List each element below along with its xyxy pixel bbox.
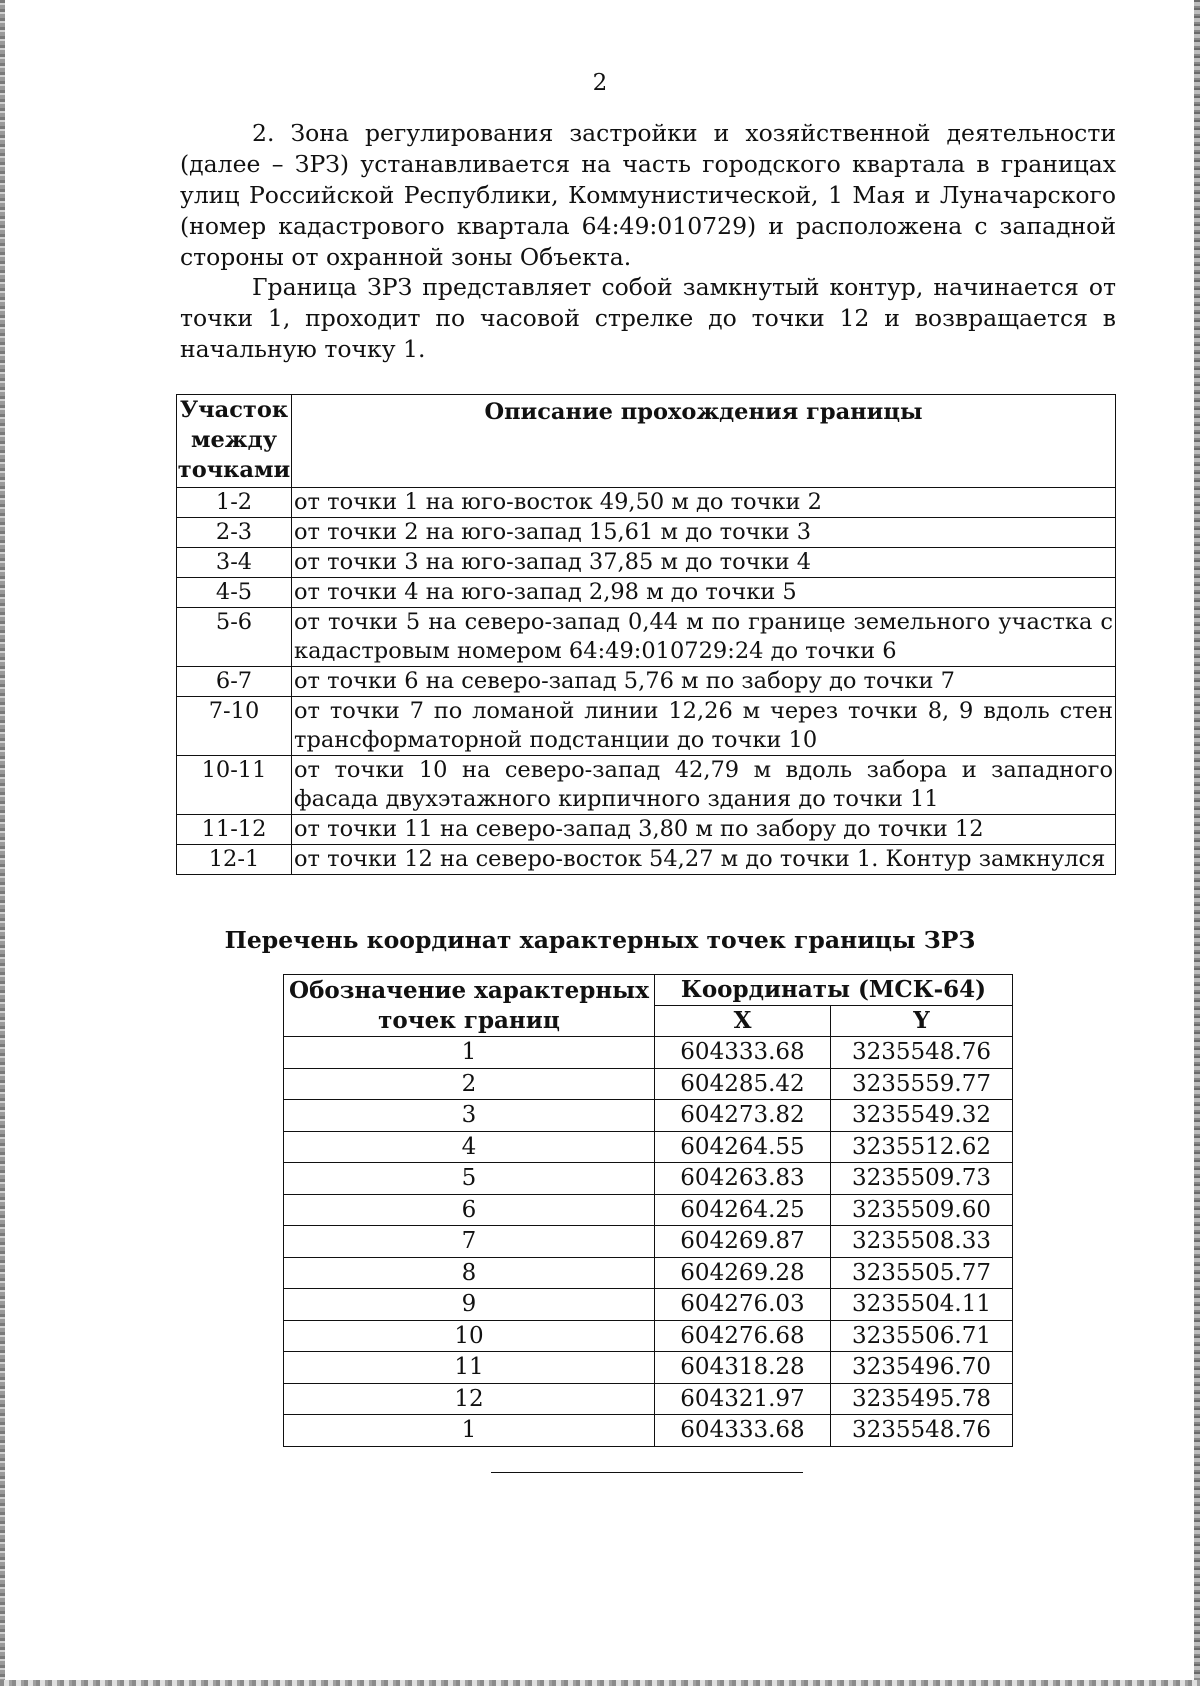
description-cell: от точки 6 на северо-запад 5,76 м по забору до точки 7 — [292, 667, 1116, 697]
x-cell: 604285.42 — [655, 1068, 831, 1100]
table-row — [284, 1100, 1013, 1132]
x-cell: 604269.87 — [655, 1226, 831, 1258]
table-row — [284, 1037, 1013, 1069]
description-cell: от точки 1 на юго-восток 49,50 м до точки 2 — [292, 488, 1116, 518]
table-row — [284, 1226, 1013, 1258]
x-cell: 604333.68 — [655, 1037, 831, 1069]
table-row — [177, 756, 1116, 815]
coordinates-table — [283, 974, 1013, 1447]
header-segment: Участок между точками — [177, 395, 292, 488]
table-row — [177, 518, 1116, 548]
y-cell: 3235548.76 — [831, 1415, 1013, 1447]
x-cell: 604321.97 — [655, 1383, 831, 1415]
table-row — [284, 1352, 1013, 1384]
y-cell: 3235495.78 — [831, 1383, 1013, 1415]
y-cell: 3235509.73 — [831, 1163, 1013, 1195]
scan-edge-bottom — [0, 1680, 1200, 1686]
description-cell: от точки 10 на северо-запад 42,79 м вдоль забора и западного фасада двухэтажного кирпичного здания до точки 11 — [292, 756, 1116, 815]
scan-edge-left — [0, 0, 5, 1686]
segment-cell: 2-3 — [177, 518, 292, 548]
table-row — [284, 1163, 1013, 1195]
segment-cell: 12-1 — [177, 845, 292, 875]
scan-edge-right — [1194, 0, 1200, 1686]
table-row — [177, 608, 1116, 667]
paragraph-text: Граница ЗРЗ представляет собой замкнутый контур, начинается от точки 1, проходит по часовой стрелке до точки 12 и возвращается в начальную точку 1. — [180, 273, 1116, 363]
table-row — [177, 548, 1116, 578]
point-cell: 4 — [284, 1131, 655, 1163]
y-cell: 3235508.33 — [831, 1226, 1013, 1258]
paragraph-text: 2. Зона регулирования застройки и хозяйственной деятельности (далее – ЗРЗ) устанавливается на часть городского квартала в границах улиц Российской Республики, Коммунистической, 1 Мая и Луначарского (номер кадастрового квартала 64:49:010729) и расположена с западной стороны от охранной зоны Объекта. — [180, 119, 1116, 271]
point-cell: 1 — [284, 1037, 655, 1069]
x-cell: 604264.55 — [655, 1131, 831, 1163]
end-divider — [491, 1472, 803, 1473]
header-x: X — [655, 1006, 831, 1037]
point-cell: 2 — [284, 1068, 655, 1100]
description-cell: от точки 3 на юго-запад 37,85 м до точки 4 — [292, 548, 1116, 578]
paragraph-zone-description — [180, 118, 1116, 273]
segment-cell: 10-11 — [177, 756, 292, 815]
x-cell: 604276.68 — [655, 1320, 831, 1352]
boundary-rows — [177, 488, 1116, 875]
description-cell: от точки 12 на северо-восток 54,27 м до точки 1. Контур замкнулся — [292, 845, 1116, 875]
table-row — [284, 1415, 1013, 1447]
table-row — [284, 1320, 1013, 1352]
x-cell: 604276.03 — [655, 1289, 831, 1321]
table-row — [177, 697, 1116, 756]
table-row — [284, 1068, 1013, 1100]
x-cell: 604264.25 — [655, 1194, 831, 1226]
coordinates-title: Перечень координат характерных точек границы ЗРЗ — [224, 926, 976, 954]
coordinates-rows — [284, 1037, 1013, 1447]
point-cell: 10 — [284, 1320, 655, 1352]
table-header-row — [284, 975, 1013, 1006]
point-cell: 1 — [284, 1415, 655, 1447]
paragraph-boundary-contour — [180, 272, 1116, 365]
table-row — [177, 578, 1116, 608]
segment-cell: 5-6 — [177, 608, 292, 667]
table-row — [177, 488, 1116, 518]
x-cell: 604263.83 — [655, 1163, 831, 1195]
point-cell: 3 — [284, 1100, 655, 1132]
y-cell: 3235549.32 — [831, 1100, 1013, 1132]
table-header-row — [177, 395, 1116, 488]
description-cell: от точки 11 на северо-запад 3,80 м по забору до точки 12 — [292, 815, 1116, 845]
x-cell: 604318.28 — [655, 1352, 831, 1384]
y-cell: 3235509.60 — [831, 1194, 1013, 1226]
segment-cell: 6-7 — [177, 667, 292, 697]
header-y: Y — [831, 1006, 1013, 1037]
description-cell: от точки 2 на юго-запад 15,61 м до точки 3 — [292, 518, 1116, 548]
table-row — [284, 1131, 1013, 1163]
segment-cell: 7-10 — [177, 697, 292, 756]
table-row — [177, 667, 1116, 697]
point-cell: 6 — [284, 1194, 655, 1226]
x-cell: 604273.82 — [655, 1100, 831, 1132]
point-cell: 5 — [284, 1163, 655, 1195]
y-cell: 3235504.11 — [831, 1289, 1013, 1321]
y-cell: 3235505.77 — [831, 1257, 1013, 1289]
y-cell: 3235506.71 — [831, 1320, 1013, 1352]
table-row — [284, 1289, 1013, 1321]
page-number: 2 — [592, 70, 608, 96]
segment-cell: 3-4 — [177, 548, 292, 578]
y-cell: 3235512.62 — [831, 1131, 1013, 1163]
description-cell: от точки 5 на северо-запад 0,44 м по границе земельного участка с кадастровым номером 64:49:010729:24 до точки 6 — [292, 608, 1116, 667]
description-cell: от точки 7 по ломаной линии 12,26 м через точки 8, 9 вдоль стен трансформаторной подстанции до точки 10 — [292, 697, 1116, 756]
point-cell: 8 — [284, 1257, 655, 1289]
segment-cell: 1-2 — [177, 488, 292, 518]
table-row — [177, 815, 1116, 845]
y-cell: 3235496.70 — [831, 1352, 1013, 1384]
header-coordinates: Координаты (МСК-64) — [655, 975, 1013, 1006]
point-cell: 12 — [284, 1383, 655, 1415]
point-cell: 11 — [284, 1352, 655, 1384]
description-cell: от точки 4 на юго-запад 2,98 м до точки 5 — [292, 578, 1116, 608]
header-description: Описание прохождения границы — [292, 395, 1116, 488]
x-cell: 604333.68 — [655, 1415, 831, 1447]
table-row — [284, 1194, 1013, 1226]
segment-cell: 11-12 — [177, 815, 292, 845]
y-cell: 3235548.76 — [831, 1037, 1013, 1069]
x-cell: 604269.28 — [655, 1257, 831, 1289]
table-row — [177, 845, 1116, 875]
header-points: Обозначение характерных точек границ — [284, 975, 655, 1037]
table-row — [284, 1257, 1013, 1289]
y-cell: 3235559.77 — [831, 1068, 1013, 1100]
segment-cell: 4-5 — [177, 578, 292, 608]
table-row — [284, 1383, 1013, 1415]
boundary-description-table — [176, 394, 1116, 875]
point-cell: 9 — [284, 1289, 655, 1321]
point-cell: 7 — [284, 1226, 655, 1258]
